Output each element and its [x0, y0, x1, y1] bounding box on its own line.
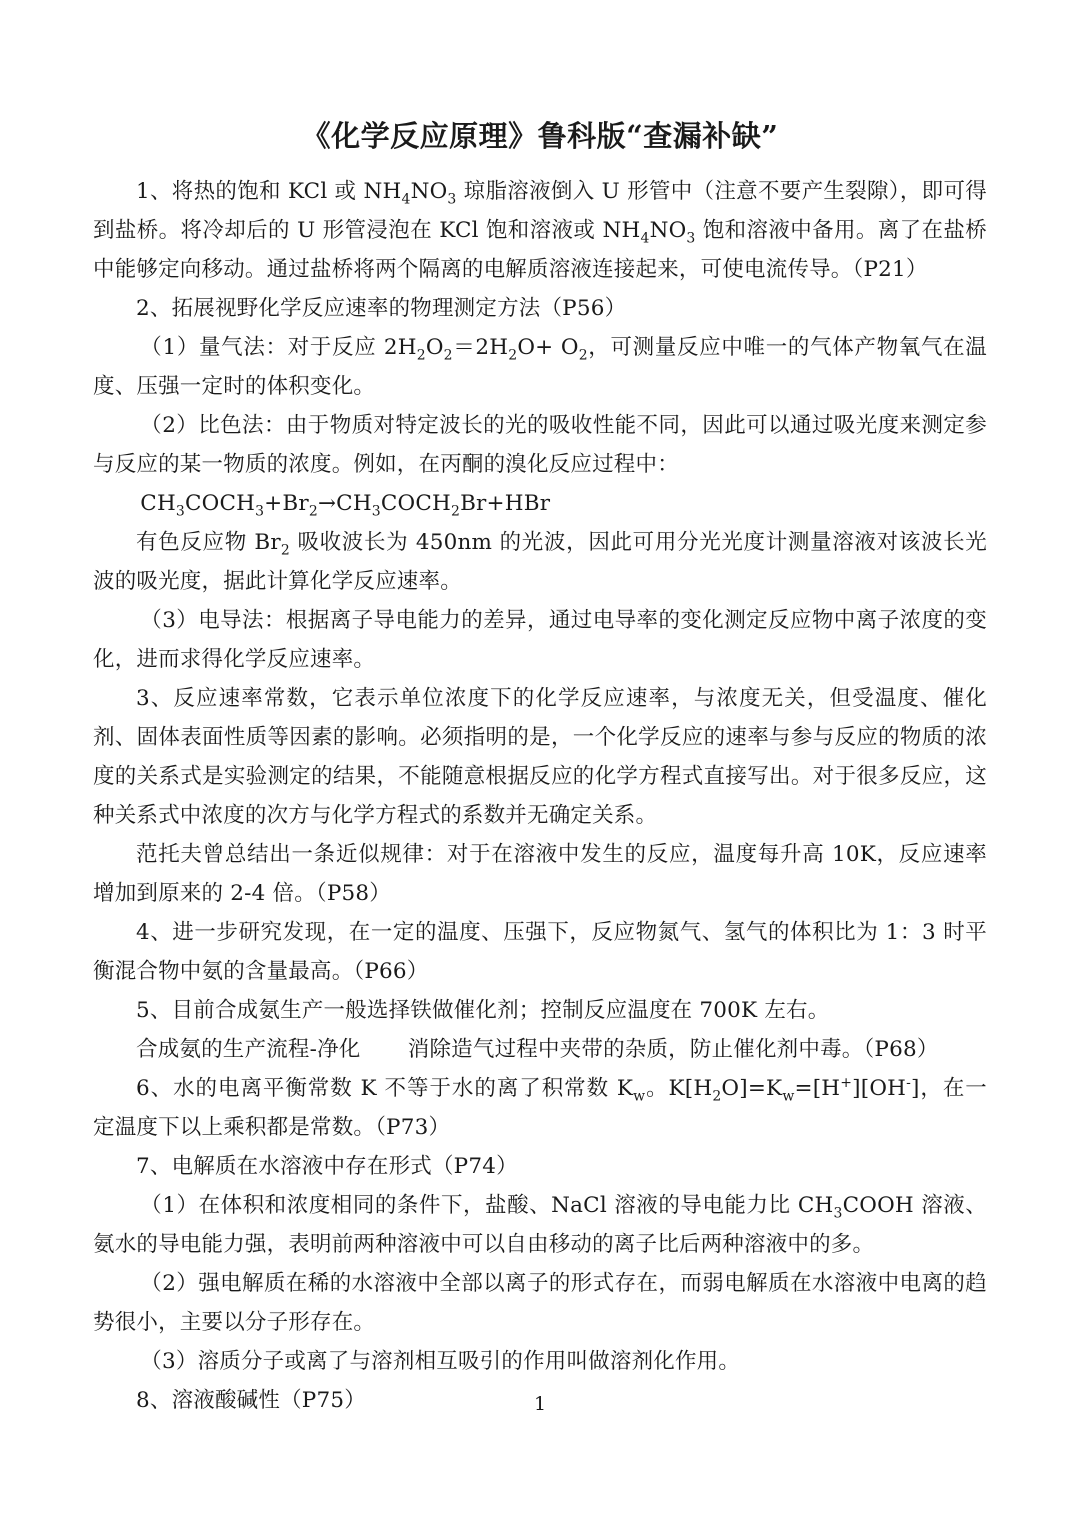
paragraph-item-3: 3、反应速率常数，它表示单位浓度下的化学反应速率，与浓度无关，但受温度、催化剂、固体表面性质等因素的影响。必须指明的是，一个化学反应的速率与参与反应的物质的浓度的关系式是实验测定的结果，不能随意根据反应的化学方程式直接写出。对于很多反应，这种关系式中浓度的次方与化学方程式的系数并无确定关系。: [93, 685, 987, 828]
paragraph-item-2-2-cont: 有色反应物 $Br_2$ 吸收波长为 450nm 的光波，因此可用分光光度计测量溶液对该波长光波的吸光度，据此计算化学反应速率。: [93, 529, 987, 594]
document-body: [93, 118, 987, 1420]
paragraph-item-5: 5、目前合成氨生产一般选择铁做催化剂；控制反应温度在 700K 左右。: [136, 997, 830, 1023]
paragraph-item-2-1: （1）量气法：对于反应 $2H_2O_2=2H_2O+ O_2$，可测量反应中唯一的气体产物氧气在温度、压强一定时的体积变化。: [93, 334, 987, 399]
paragraph-item-8: 8、溶液酸碱性（P75）: [136, 1387, 366, 1413]
paragraph-item-2: 2、拓展视野化学反应速率的物理测定方法（P56）: [136, 295, 627, 321]
paragraph-item-7-3: （3）溶质分子或离了与溶剂相互吸引的作用叫做溶剂化作用。: [140, 1348, 741, 1374]
page-number: 1: [533, 1393, 547, 1415]
paragraph-item-5-cont: 合成氨的生产流程-净化 消除造气过程中夹带的杂质，防止催化剂中毒。（P68）: [136, 1036, 939, 1062]
paragraph-item-2-3: （3）电导法：根据离子导电能力的差异，通过电导率的变化测定反应物中离子浓度的变化，进而求得化学反应速率。: [93, 607, 987, 672]
page-title: 《化学反应原理》鲁科版“查漏补缺”: [301, 119, 779, 153]
paragraph-item-7-1: （1）在体积和浓度相同的条件下，盐酸、NaCl 溶液的导电能力比 $CH_3COOH$ 溶液、氨水的导电能力强，表明前两种溶液中可以自由移动的离子比后两种溶液中的多。: [93, 1192, 987, 1257]
equation-bromination: $CH_3COCH_3+Br_2\to CH_3COCH_2Br+HBr$: [140, 490, 551, 519]
paragraph-item-6: 6、水的电离平衡常数 K 不等于水的离了积常数 $K_w$。$K[H_2O]=K_w=[H^+][OH^-]$，在一定温度下以上乘积都是常数。（P73）: [93, 1074, 987, 1140]
paragraph-item-7: 7、电解质在水溶液中存在形式（P74）: [136, 1153, 518, 1179]
paragraph-item-4: 4、进一步研究发现，在一定的温度、压强下，反应物氮气、氢气的体积比为 1：3 时平衡混合物中氨的含量最高。（P66）: [93, 919, 987, 984]
paragraph-item-3-cont: 范托夫曾总结出一条近似规律：对于在溶液中发生的反应，温度每升高 10K，反应速率增加到原来的 2-4 倍。（P58）: [93, 841, 987, 906]
paragraph-item-1: 1、将热的饱和 KCl 或 $NH_4NO_3$ 琼脂溶液倒入 U 形管中（注意不要产生裂隙），即可得到盐桥。将冷却后的 U 形管浸泡在 KCl 饱和溶液或 $NH_4NO_3$ 饱和溶液中备用。离了在盐桥中能够定向移动。通过盐桥将两个隔离的电解质溶液连接起来，可使电流传导。（P21）: [93, 178, 987, 282]
paragraph-item-2-2: （2）比色法：由于物质对特定波长的光的吸收性能不同，因此可以通过吸光度来测定参与反应的某一物质的浓度。例如，在丙酮的溴化反应过程中：: [93, 412, 987, 477]
paragraph-item-7-2: （2）强电解质在稀的水溶液中全部以离子的形式存在，而弱电解质在水溶液中电离的趋势很小，主要以分子形存在。: [93, 1270, 987, 1335]
